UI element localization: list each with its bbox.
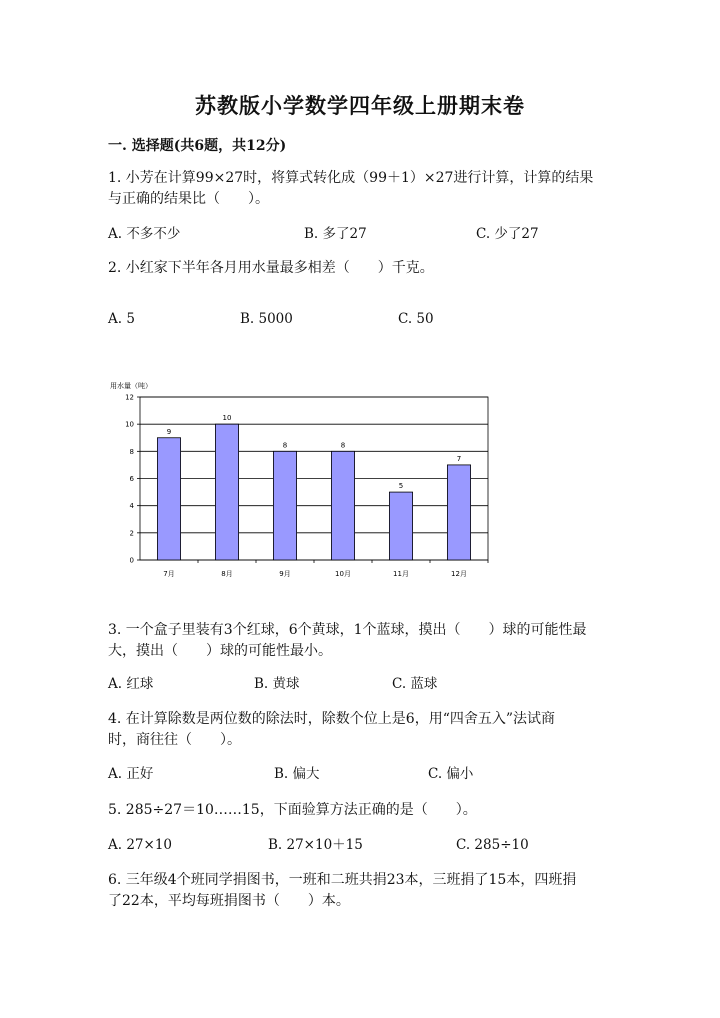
question-5-option-a: A. 27×10 bbox=[108, 837, 172, 853]
chart-xtick-label: 12月 bbox=[451, 570, 467, 578]
chart-data-label: 9 bbox=[166, 427, 172, 436]
chart-bar bbox=[157, 438, 180, 560]
chart-data-label: 8 bbox=[340, 441, 346, 450]
question-3-line-2: 大，摸出（ ）球的可能性最小。 bbox=[108, 643, 332, 659]
question-2-text: 2. 小红家下半年各月用水量最多相差（ ）千克。 bbox=[108, 260, 434, 276]
question-3-line-1: 3. 一个盒子里装有3个红球，6个黄球，1个蓝球，摸出（ ）球的可能性最 bbox=[108, 622, 587, 638]
chart-ylabel: 用水量（吨） bbox=[110, 382, 152, 390]
chart-ytick-label: 12 bbox=[125, 393, 134, 402]
chart-ytick-label: 0 bbox=[129, 556, 134, 565]
question-1-line-2: 与正确的结果比（ ）。 bbox=[108, 191, 269, 207]
question-1-option-c: C. 少了27 bbox=[476, 226, 539, 242]
question-2-option-a: A. 5 bbox=[108, 311, 135, 327]
chart-bar bbox=[389, 492, 412, 560]
chart-ytick-label: 10 bbox=[125, 420, 134, 429]
chart-data-label: 10 bbox=[222, 414, 232, 423]
question-2-option-b: B. 5000 bbox=[240, 311, 293, 327]
question-4-option-a: A. 正好 bbox=[108, 766, 154, 782]
chart-bar bbox=[273, 451, 296, 560]
chart-ytick-label: 2 bbox=[129, 529, 134, 538]
chart-data-label: 7 bbox=[456, 454, 462, 463]
chart-xtick-label: 7月 bbox=[163, 570, 175, 578]
chart-bar bbox=[447, 465, 470, 560]
water-usage-bar-chart bbox=[108, 378, 508, 583]
chart-xtick-label: 8月 bbox=[221, 570, 233, 578]
question-4-line-2: 时，商往往（ ）。 bbox=[108, 732, 241, 748]
question-3-option-c: C. 蓝球 bbox=[392, 676, 438, 692]
chart-ytick-label: 4 bbox=[129, 502, 134, 511]
chart-data-label: 8 bbox=[282, 441, 288, 450]
question-1-option-b: B. 多了27 bbox=[304, 226, 367, 242]
question-6-line-2: 了22本，平均每班捐图书（ ）本。 bbox=[108, 893, 350, 909]
question-1-line-1: 1. 小芳在计算99×27时，将算式转化成（99＋1）×27进行计算，计算的结果 bbox=[108, 170, 594, 186]
question-4-option-b: B. 偏大 bbox=[274, 766, 320, 782]
question-6-line-1: 6. 三年级4个班同学捐图书，一班和二班共捐23本，三班捐了15本，四班捐 bbox=[108, 872, 577, 888]
section-heading: 一. 选择题(共6题，共12分) bbox=[108, 138, 287, 154]
chart-bar bbox=[215, 424, 238, 560]
question-2-option-c: C. 50 bbox=[398, 311, 434, 327]
chart-xtick-label: 9月 bbox=[279, 570, 291, 578]
chart-bar bbox=[331, 451, 354, 560]
chart-data-label: 5 bbox=[398, 482, 404, 491]
question-4-line-1: 4. 在计算除数是两位数的除法时，除数个位上是6，用“四舍五入”法试商 bbox=[108, 711, 556, 727]
question-3-option-a: A. 红球 bbox=[108, 676, 154, 692]
chart-xtick-label: 11月 bbox=[393, 570, 409, 578]
question-1-option-a: A. 不多不少 bbox=[108, 226, 181, 242]
question-4-option-c: C. 偏小 bbox=[428, 766, 474, 782]
page-title: 苏教版小学数学四年级上册期末卷 bbox=[195, 93, 525, 118]
chart-xtick-label: 10月 bbox=[335, 570, 351, 578]
question-5-option-b: B. 27×10＋15 bbox=[268, 837, 363, 853]
question-5-option-c: C. 285÷10 bbox=[456, 837, 529, 853]
chart-ytick-label: 8 bbox=[129, 447, 134, 456]
question-3-option-b: B. 黄球 bbox=[254, 676, 300, 692]
chart-ytick-label: 6 bbox=[129, 475, 134, 483]
question-5-text: 5. 285÷27＝10……15，下面验算方法正确的是（ ）。 bbox=[108, 802, 477, 818]
